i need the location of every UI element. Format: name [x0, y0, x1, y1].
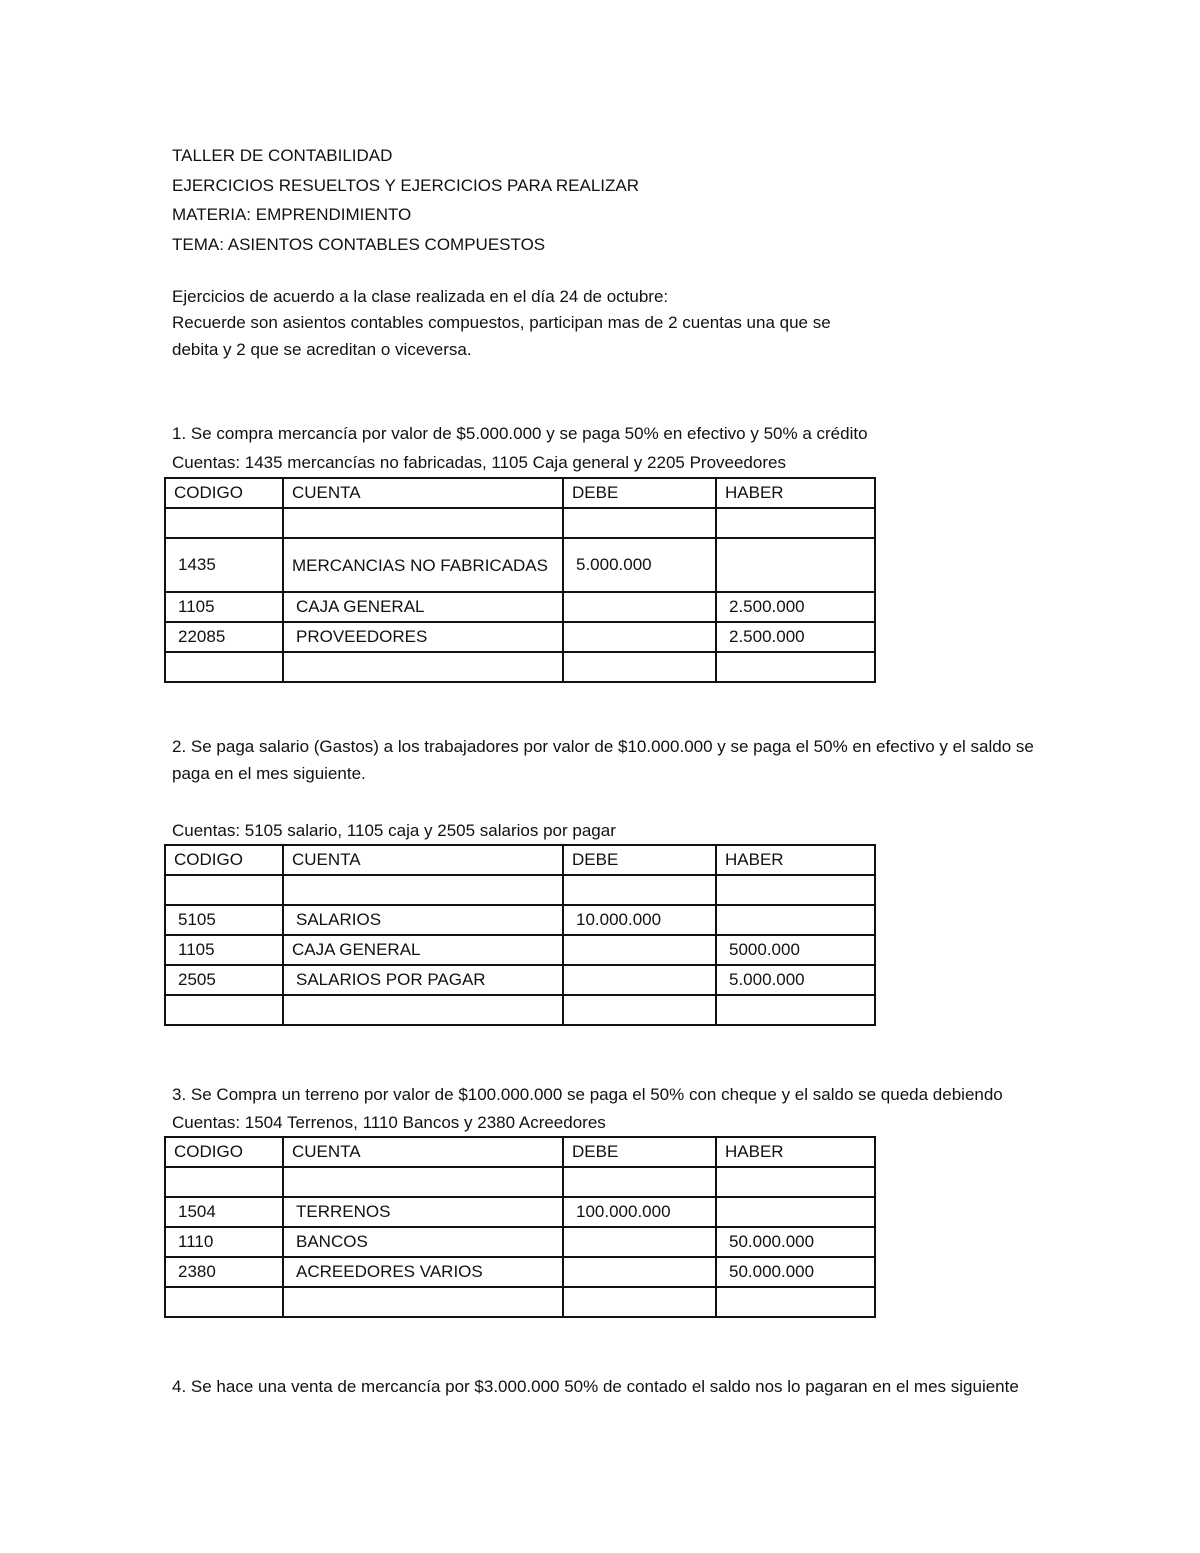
cell-haber: 50.000.000 [716, 1227, 875, 1257]
cell-codigo: 1110 [165, 1227, 283, 1257]
cell-haber: 2.500.000 [716, 622, 875, 652]
table-row-empty [165, 995, 875, 1025]
cell-codigo: 2505 [165, 965, 283, 995]
cell-cuenta: CAJA GENERAL [283, 935, 563, 965]
header-codigo: CODIGO [165, 1137, 283, 1167]
exercise-1-table [164, 477, 876, 683]
doc-subject: MATERIA: EMPRENDIMIENTO [172, 205, 412, 224]
table-row-empty [165, 875, 875, 905]
doc-topic: TEMA: ASIENTOS CONTABLES COMPUESTOS [172, 235, 546, 254]
header-debe: DEBE [563, 478, 716, 508]
exercise-1-statement: 1. Se compra mercancía por valor de $5.000.000 y se paga 50% en efectivo y 50% a crédito [172, 424, 868, 443]
cell-debe [563, 965, 716, 995]
cell-haber [716, 538, 875, 592]
cell-cuenta: ACREEDORES VARIOS [283, 1257, 563, 1287]
exercise-1-accounts: Cuentas: 1435 mercancías no fabricadas, 1105 Caja general y 2205 Proveedores [172, 453, 786, 472]
cell-haber: 2.500.000 [716, 592, 875, 622]
cell-debe [563, 1227, 716, 1257]
cell-cuenta: SALARIOS POR PAGAR [283, 965, 563, 995]
table-row-empty [165, 1167, 875, 1197]
table-row [165, 538, 875, 592]
header-debe: DEBE [563, 1137, 716, 1167]
cell-codigo: 5105 [165, 905, 283, 935]
exercise-2-statement: 2. Se paga salario (Gastos) a los trabajadores por valor de $10.000.000 y se paga el 50% en efectivo y el saldo se [172, 737, 1034, 756]
table-row-empty [165, 508, 875, 538]
doc-title: TALLER DE CONTABILIDAD [172, 146, 393, 165]
table-header-row [165, 845, 875, 875]
header-cuenta: CUENTA [283, 845, 563, 875]
table-row [165, 965, 875, 995]
header-debe: DEBE [563, 845, 716, 875]
table-row [165, 1227, 875, 1257]
cell-haber [716, 905, 875, 935]
table-row [165, 1197, 875, 1227]
table-row [165, 935, 875, 965]
table-row [165, 592, 875, 622]
header-cuenta: CUENTA [283, 1137, 563, 1167]
cell-debe: 100.000.000 [563, 1197, 716, 1227]
exercise-2-table [164, 844, 876, 1026]
cell-codigo: 1504 [165, 1197, 283, 1227]
intro-line-2: Recuerde son asientos contables compuestos, participan mas de 2 cuentas una que se [172, 313, 831, 332]
cell-codigo: 1105 [165, 592, 283, 622]
cell-cuenta: TERRENOS [283, 1197, 563, 1227]
cell-debe [563, 935, 716, 965]
cell-cuenta: PROVEEDORES [283, 622, 563, 652]
cell-haber [716, 1197, 875, 1227]
cell-cuenta: MERCANCIAS NO FABRICADAS [283, 538, 563, 592]
doc-subtitle: EJERCICIOS RESUELTOS Y EJERCICIOS PARA REALIZAR [172, 176, 640, 195]
table-row [165, 1257, 875, 1287]
cell-cuenta: CAJA GENERAL [283, 592, 563, 622]
exercise-2-accounts: Cuentas: 5105 salario, 1105 caja y 2505 salarios por pagar [172, 821, 616, 840]
table-header-row [165, 478, 875, 508]
header-codigo: CODIGO [165, 845, 283, 875]
cell-debe [563, 622, 716, 652]
cell-codigo: 2380 [165, 1257, 283, 1287]
exercise-4-statement: 4. Se hace una venta de mercancía por $3.000.000 50% de contado el saldo nos lo pagaran en el mes siguiente [172, 1377, 1019, 1396]
intro-line-3: debita y 2 que se acreditan o viceversa. [172, 340, 472, 359]
cell-debe: 10.000.000 [563, 905, 716, 935]
table-row-empty [165, 1287, 875, 1317]
cell-debe: 5.000.000 [563, 538, 716, 592]
cell-haber: 50.000.000 [716, 1257, 875, 1287]
intro-line-1: Ejercicios de acuerdo a la clase realizada en el día 24 de octubre: [172, 287, 669, 306]
cell-codigo: 22085 [165, 622, 283, 652]
table-header-row [165, 1137, 875, 1167]
cell-haber: 5000.000 [716, 935, 875, 965]
header-haber: HABER [716, 1137, 875, 1167]
table-row [165, 905, 875, 935]
exercise-3-table [164, 1136, 876, 1318]
header-codigo: CODIGO [165, 478, 283, 508]
exercise-3-accounts: Cuentas: 1504 Terrenos, 1110 Bancos y 2380 Acreedores [172, 1113, 606, 1132]
cell-codigo: 1435 [165, 538, 283, 592]
cell-debe [563, 592, 716, 622]
exercise-2-statement-cont: paga en el mes siguiente. [172, 764, 366, 783]
cell-debe [563, 1257, 716, 1287]
table-row [165, 622, 875, 652]
cell-cuenta: SALARIOS [283, 905, 563, 935]
exercise-3-statement: 3. Se Compra un terreno por valor de $100.000.000 se paga el 50% con cheque y el saldo se queda debiendo [172, 1085, 1003, 1104]
table-row-empty [165, 652, 875, 682]
cell-haber: 5.000.000 [716, 965, 875, 995]
header-haber: HABER [716, 845, 875, 875]
cell-codigo: 1105 [165, 935, 283, 965]
header-cuenta: CUENTA [283, 478, 563, 508]
cell-cuenta: BANCOS [283, 1227, 563, 1257]
header-haber: HABER [716, 478, 875, 508]
